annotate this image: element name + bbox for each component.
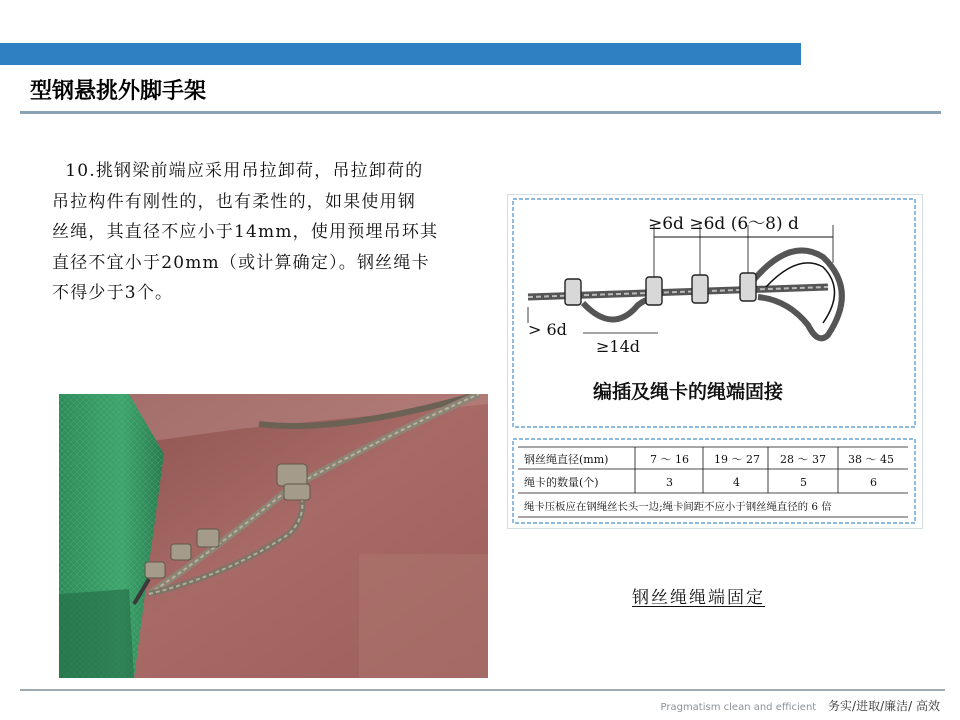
footer-divider bbox=[20, 689, 945, 691]
paragraph-line: 吊拉构件有刚性的，也有柔性的，如果使用钢 bbox=[52, 191, 416, 212]
wire-rope-photo bbox=[59, 394, 488, 678]
table-cell: 3 bbox=[666, 476, 673, 489]
body-paragraph bbox=[52, 156, 492, 309]
table-cell: 6 bbox=[870, 476, 877, 489]
footer-slogan bbox=[661, 697, 941, 714]
paragraph-line: 丝绳，其直径不应小于14mm，使用预埋吊环其 bbox=[52, 222, 439, 242]
dim-bottom-label: ≥14d bbox=[596, 337, 641, 356]
footer-slogan-en: Pragmatism clean and efficient bbox=[660, 702, 817, 713]
table-cell: 4 bbox=[733, 476, 740, 489]
table-cell: 7 ～ 16 bbox=[650, 453, 689, 466]
dim-top-label: ≥6d ≥6d (6～8) d bbox=[648, 214, 799, 234]
table-cell: 19 ～ 27 bbox=[714, 453, 760, 466]
rope-end-fixing-diagram bbox=[507, 194, 923, 529]
figure-caption: 钢丝绳绳端固定 bbox=[632, 588, 765, 608]
footer-slogan-zh: 务实/进取/廉洁/ 高效 bbox=[828, 699, 940, 713]
paragraph-line: 不得少于3个。 bbox=[52, 283, 174, 303]
dim-left-label: > 6d bbox=[528, 320, 567, 339]
table-cell: 28 ～ 37 bbox=[780, 453, 826, 466]
diagram-heading: 编插及绳卡的绳端固接 bbox=[593, 381, 784, 403]
title-divider bbox=[20, 111, 941, 114]
paragraph-line: 10.挑钢梁前端应采用吊拉卸荷，吊拉卸荷的 bbox=[52, 161, 424, 181]
table-cell: 绳卡的数量(个) bbox=[524, 476, 599, 489]
table-cell: 5 bbox=[800, 476, 807, 489]
paragraph-line: 直径不宜小于20mm（或计算确定）。钢丝绳卡 bbox=[52, 252, 430, 273]
table-cell: 钢丝绳直径(mm) bbox=[524, 453, 609, 466]
header-accent-bar bbox=[0, 43, 801, 65]
table-note: 绳卡压板应在钢绳丝长头一边;绳卡间距不应小于钢丝绳直径的 6 倍 bbox=[524, 501, 832, 513]
page-title: 型钢悬挑外脚手架 bbox=[30, 79, 207, 104]
table-cell: 38 ～ 45 bbox=[848, 453, 894, 466]
